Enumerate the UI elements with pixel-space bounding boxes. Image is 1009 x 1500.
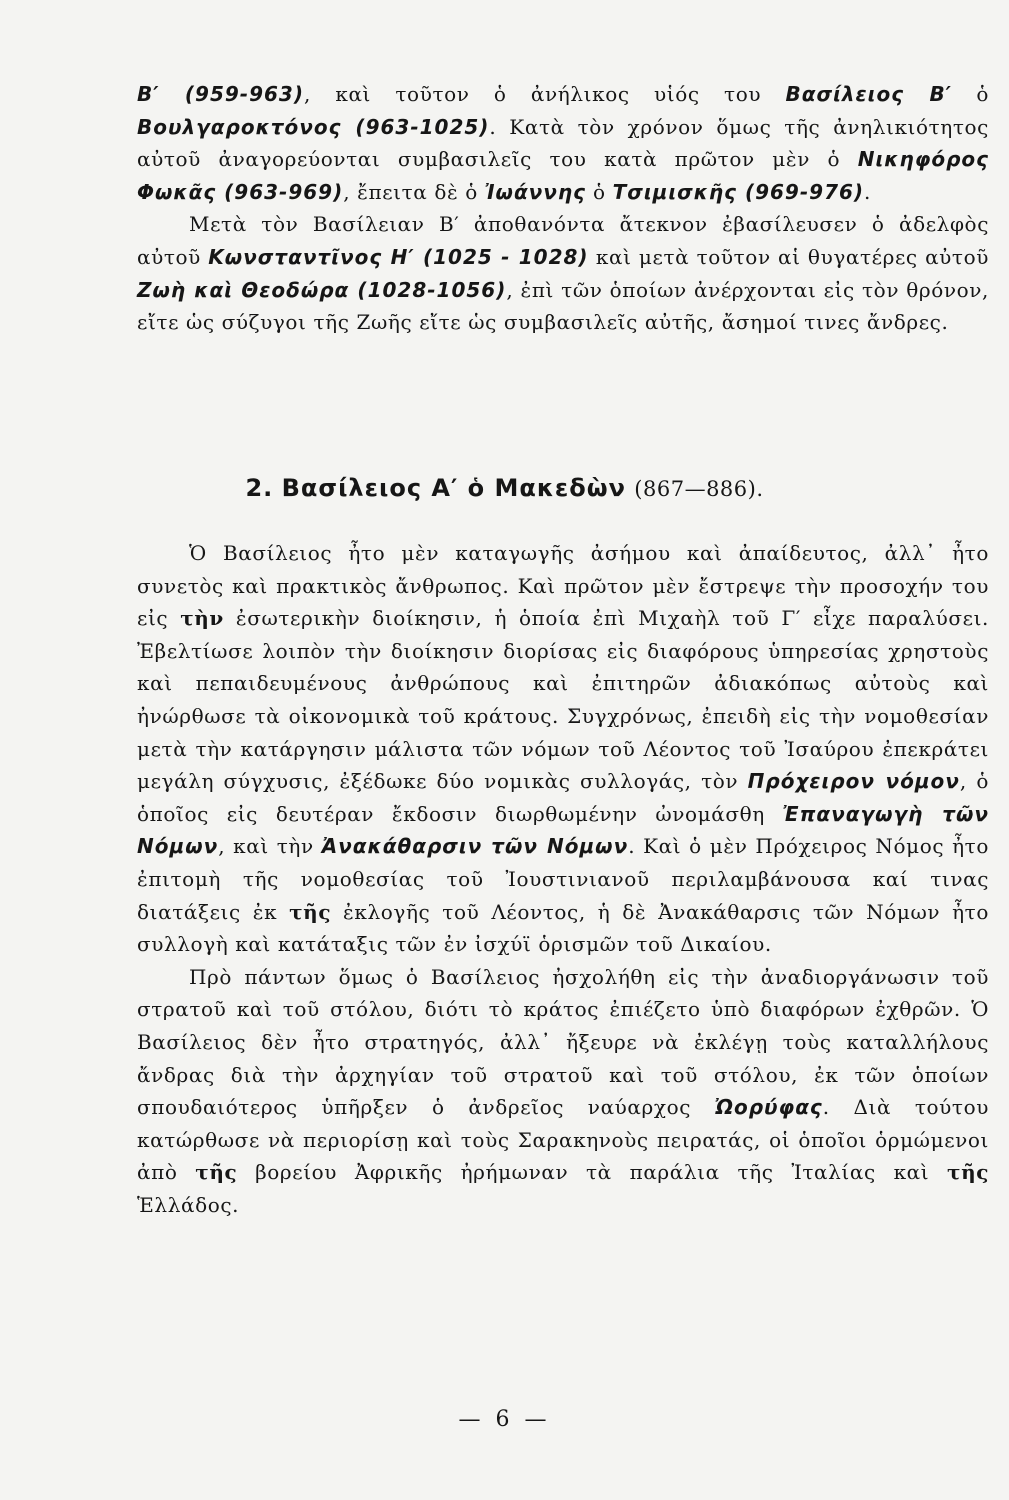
bold-word: τῆς bbox=[947, 1160, 989, 1185]
text-run: . Καὶ ὁ μὲν Πρόχειρος Νόμος ἦτο ἐπιτομὴ τῆς νομοθεσίας τοῦ Ἰουστινιανοῦ περιλαμβάνουσα καί τινας διατάξεις ἐκ bbox=[137, 834, 989, 924]
paragraph bbox=[137, 961, 989, 1222]
text-run: Ὁ Βασίλειος ἦτο μὲν καταγωγῆς ἀσήμου καὶ ἀπαίδευτος, ἀλλ᾽ ἦτο συνετὸς καὶ πρακτικὸς ἄνθρωπος. Καὶ πρῶτον μὲν ἔστρεψε τὴν προσοχήν του εἰς bbox=[137, 541, 989, 631]
emphasis-name: Βουλγαροκτόνος (963-1025) bbox=[137, 114, 490, 139]
text-run: , ἐπὶ τῶν ὁποίων ἀνέρχονται εἰς τὸν θρόνον, εἴτε ὡς σύζυγοι τῆς Ζωῆς εἴτε ὡς συμβασιλεῖς αὐτῆς, ἄσημοί τινες ἄνδρες. bbox=[137, 277, 990, 335]
emphasis-name: Κωνσταντῖνος Η′ (1025 - 1028) bbox=[208, 244, 589, 269]
text-run: ὁ bbox=[586, 179, 613, 204]
bold-word: τῆς bbox=[289, 899, 332, 924]
text-block-main bbox=[137, 537, 989, 1221]
paragraph bbox=[137, 208, 989, 338]
text-run: ἐσωτερικὴν διοίκησιν, ἡ ὁποία ἐπὶ Μιχαὴλ τοῦ Γ′ εἶχε παραλύσει. Ἐβελτίωσε λοιπὸν τὴν διοίκησιν διορίσας εἰς διαφόρους ὑπηρεσίας χρηστοὺς καὶ πεπαιδευμένους ἀνθρώπους καὶ ἐπιτηρῶν ἀδιακόπως αὐτοὺς καὶ ἠνώρθωσε τὰ οἰκονομικὰ τοῦ κράτους. Συγχρόνως, ἐπειδὴ εἰς τὴν νομοθεσίαν μετὰ τὴν κατάργησιν μάλιστα τῶν νόμων τοῦ Λέοντος τοῦ Ἰσαύρου ἐπεκράτει μεγάλη σύγχυσις, ἐξέδωκε δύο νομικὰς συλλογάς, τὸν bbox=[137, 606, 989, 794]
section-number: 2. bbox=[245, 474, 274, 502]
emphasis-name: Ἰωάννης bbox=[484, 179, 587, 204]
text-run: , ὁ ὁποῖος εἰς δευτέραν ἔκδοσιν διωρθωμένην ὠνομάσθη bbox=[137, 769, 990, 826]
emphasis-dates: Β′ (959-963) bbox=[137, 82, 304, 106]
text-run: Πρὸ πάντων ὅμως ὁ Βασίλειος ἠσχολήθη εἰς τὴν ἀναδιοργάνωσιν τοῦ στρατοῦ καὶ τοῦ στόλου, διότι τὸ κράτος ἐπιέζετο ὑπὸ διαφόρων ἐχθρῶν. Ὁ Βασίλειος δὲν ἦτο στρατηγός, ἀλλ᾽ ἤξευρε νὰ ἐκλέγῃ τοὺς καταλλήλους ἄνδρας διὰ τὴν ἀρχηγίαν τοῦ στρατοῦ καὶ τοῦ στόλου, ἐκ τῶν ὁποίων σπουδαιότερος ὑπῆρξεν ὁ ἀνδρεῖος ναύαρχος bbox=[137, 964, 989, 1120]
text-run: Ἑλλάδος. bbox=[137, 1192, 240, 1217]
page-number: — 6 — bbox=[458, 1407, 551, 1432]
text-run: καὶ μετὰ τοῦτον αἱ θυγατέρες αὐτοῦ bbox=[588, 244, 989, 269]
text-block-top bbox=[137, 78, 989, 339]
emphasis-name: Ζωὴ καὶ Θεοδώρα (1028-1056) bbox=[137, 277, 507, 302]
text-run: . bbox=[864, 179, 872, 204]
emphasis-name: Τσιμισκῆς (969-976) bbox=[612, 179, 865, 204]
text-run: ὁ bbox=[951, 82, 989, 106]
text-run: . Κατὰ τὸν χρόνον ὅμως τῆς ἀνηλικιότητος αὐτοῦ ἀναγορεύονται συμβασιλεῖς του κατὰ πρῶτον μὲν ὁ bbox=[137, 114, 989, 172]
text-run: . Διὰ τούτου κατώρθωσε νὰ περιορίσῃ καὶ τοὺς Σαρακηνοὺς πειρατάς, οἱ ὁποῖοι ὁρμώμενοι ἀπὸ bbox=[137, 1095, 989, 1185]
emphasis-name: Ὠορύφας bbox=[714, 1095, 823, 1120]
paragraph-continuation bbox=[137, 78, 989, 208]
section-heading bbox=[0, 474, 1009, 502]
text-run: Μετὰ τὸν Βασίλειαν Β′ ἀποθανόντα ἄτεκνον ἐβασίλευσεν ὁ ἀδελφὸς αὐτοῦ bbox=[137, 212, 989, 269]
section-years: (867—886). bbox=[634, 477, 764, 501]
emphasis-name: Βασίλειος Β′ bbox=[785, 82, 952, 106]
paragraph bbox=[137, 537, 989, 961]
bold-word: τὴν bbox=[180, 606, 224, 631]
bold-word: τῆς bbox=[195, 1160, 238, 1185]
text-run: ἐκλογῆς τοῦ Λέοντος, ἡ δὲ Ἀνακάθαρσις τῶν Νόμων ἦτο συλλογὴ καὶ κατάταξις τῶν ἐν ἰσχύϊ ὁρισμῶν τοῦ Δικαίου. bbox=[137, 899, 989, 957]
emphasis-name: Νικηφόρος Φωκᾶς (963-969) bbox=[137, 147, 989, 204]
emphasis-name: Ἀνακάθαρσιν τῶν Νόμων bbox=[321, 834, 629, 859]
emphasis-name: Ἐπαναγωγὴ τῶν Νόμων bbox=[137, 801, 989, 859]
text-run: , ἔπειτα δὲ ὁ bbox=[343, 179, 485, 204]
text-run: βορείου Ἀφρικῆς ἠρήμωναν τὰ παράλια τῆς Ἰταλίας καὶ bbox=[237, 1160, 948, 1185]
text-run: , καὶ τὴν bbox=[218, 834, 322, 859]
section-title: Βασίλειος Α′ ὁ Μακεδὼν bbox=[281, 474, 626, 502]
text-run: , καὶ τοῦτον ὁ ἀνήλικος υἱός του bbox=[304, 82, 786, 106]
emphasis-name: Πρόχειρον νόμον bbox=[747, 769, 960, 794]
